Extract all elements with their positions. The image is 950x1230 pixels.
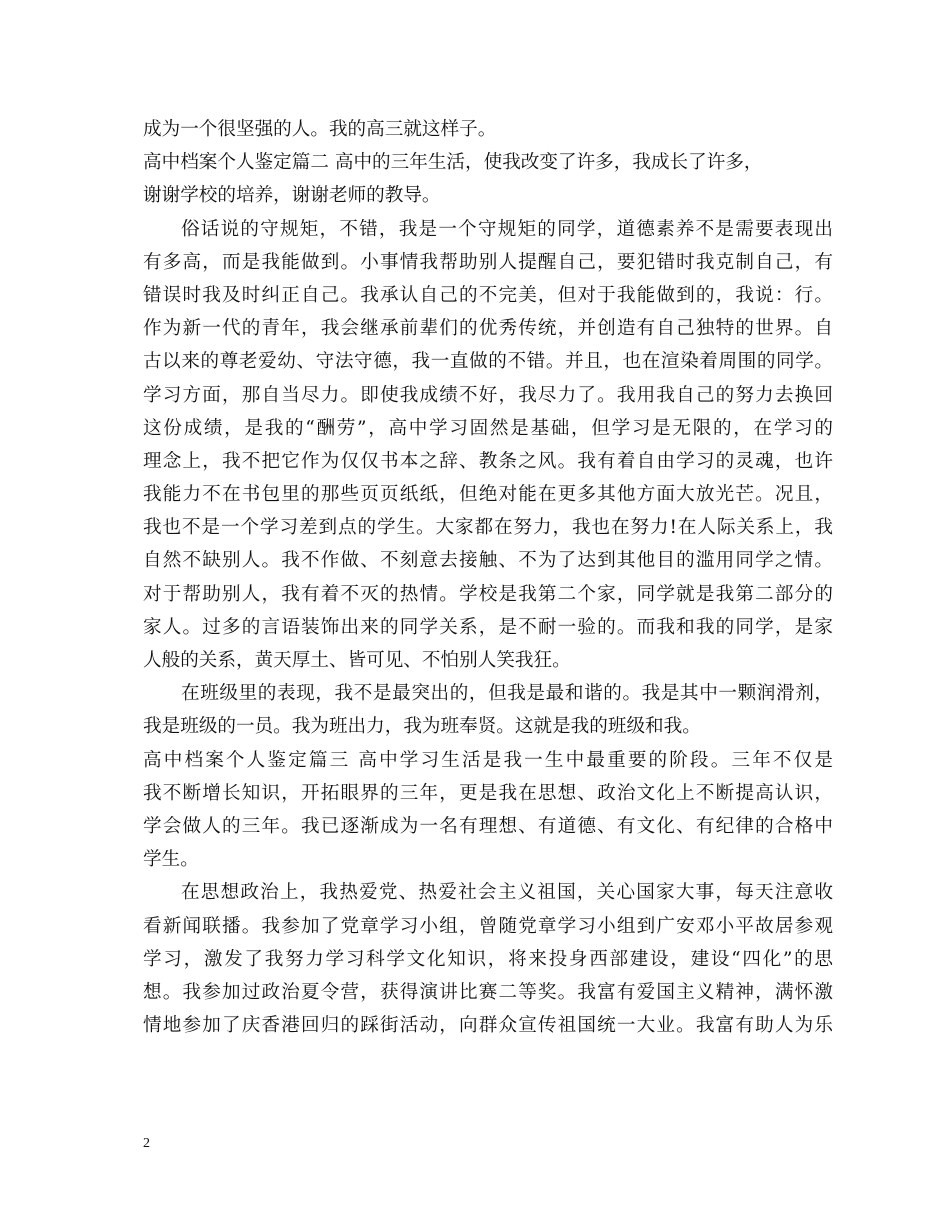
text-line: 俗话说的守规矩，不错，我是一个守规矩的同学，道德素养不是需要表现出: [181, 218, 833, 240]
text-line: 人般的关系，黄天厚土、皆可见、不怕别人笑我狂。: [143, 650, 571, 671]
text-line: 学习方面，那自当尽力。即使我成绩不好，我尽力了。我用我自己的努力去换回: [143, 384, 833, 406]
text-line: 对于帮助别人，我有着不灭的热情。学校是我第二个家，同学就是我第二部分的: [143, 583, 833, 605]
text-line: 理念上，我不把它作为仅仅书本之辞、教条之风。我有着自由学习的灵魂，也许: [143, 450, 833, 472]
body-text: [143, 113, 833, 1042]
text-line: 家人。过多的言语装饰出来的同学关系，是不耐一验的。而我和我的同学，是家: [143, 616, 833, 638]
text-line: 谢谢学校的培养，谢谢老师的教导。: [143, 185, 441, 207]
text-line: 学会做人的三年。我已逐渐成为一名有理想、有道德、有文化、有纪律的合格中: [143, 815, 833, 837]
text-line: 有多高，而是我能做到。小事情我帮助别人提醒自己，要犯错时我克制自己，有: [143, 251, 833, 273]
text-line: 这份成绩，是我的“酬劳”，高中学习固然是基础，但学习是无限的，在学习的: [143, 417, 833, 439]
text-line: 我能力不在书包里的那些页页纸纸，但绝对能在更多其他方面大放光芒。况且，: [143, 484, 833, 506]
text-line: 我也不是一个学习差到点的学生。大家都在努力，我也在努力!在人际关系上，我: [143, 517, 833, 539]
text-line: 在班级里的表现，我不是最突出的，但我是最和谐的。我是其中一颗润滑剂，: [181, 683, 833, 705]
text-line: 高中档案个人鉴定篇二 高中的三年生活，使我改变了许多，我成长了许多，: [143, 152, 763, 174]
text-line: 自然不缺别人。我不作做、不刻意去接触、不为了达到其他目的滥用同学之情。: [143, 550, 833, 572]
text-line: 学习，激发了我努力学习科学文化知识，将来投身西部建设，建设“四化”的思: [143, 948, 833, 970]
text-line: 我是班级的一员。我为班出力，我为班奉贤。这就是我的班级和我。: [143, 716, 701, 738]
text-line: 成为一个很坚强的人。我的高三就这样子。: [143, 119, 497, 140]
text-line: 学生。: [143, 849, 199, 871]
page-number: 2: [143, 1136, 150, 1151]
text-line: 我不断增长知识，开拓眼界的三年，更是我在思想、政治文化上不断提高认识，: [143, 782, 833, 804]
text-line: 古以来的尊老爱幼、守法守德，我一直做的不错。并且，也在渲染着周围的同学。: [143, 351, 833, 373]
text-line: 看新闻联播。我参加了党章学习小组，曾随党章学习小组到广安邓小平故居参观: [143, 915, 833, 937]
text-line: 情地参加了庆香港回归的踩街活动，向群众宣传祖国统一大业。我富有助人为乐: [143, 1015, 833, 1037]
text-line: 高中档案个人鉴定篇三 高中学习生活是我一生中最重要的阶段。三年不仅是: [143, 749, 833, 771]
text-line: 在思想政治上，我热爱党、热爱社会主义祖国，关心国家大事，每天注意收: [181, 882, 833, 904]
text-line: 错误时我及时纠正自己。我承认自己的不完美，但对于我能做到的，我说：行。: [143, 284, 833, 306]
text-line: 想。我参加过政治夏令营，获得演讲比赛二等奖。我富有爱国主义精神，满怀激: [143, 981, 833, 1003]
text-line: 作为新一代的青年，我会继承前辈们的优秀传统，并创造有自己独特的世界。自: [143, 318, 833, 340]
